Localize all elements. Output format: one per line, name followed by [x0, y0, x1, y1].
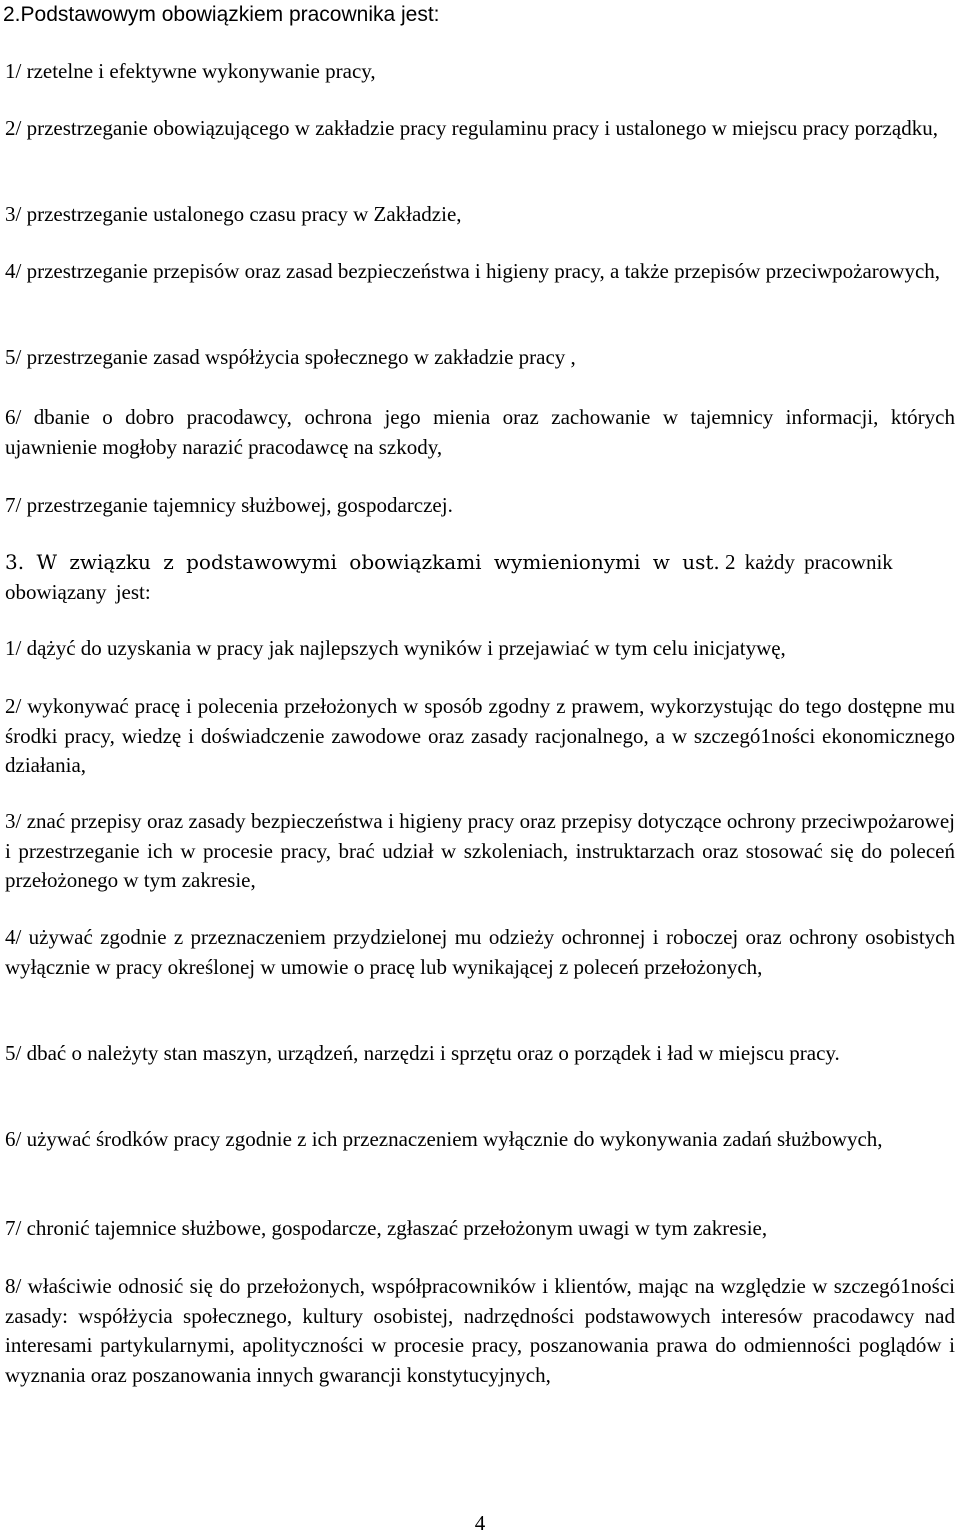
page-number: 4: [474, 1511, 486, 1535]
section-3-item-7: 7/ chronić tajemnice służbowe, gospodarcze, zgłaszać przełożonym uwagi w tym zakresie,: [5, 1216, 768, 1240]
section-2-item-7: 7/ przestrzeganie tajemnicy służbowej, gospodarczej.: [5, 493, 453, 517]
section-3-intro-part-1: 3. W związku z podstawowymi obowiązkami wymienionymi w ust.: [5, 550, 720, 574]
section-3-intro: [5, 548, 955, 607]
section-3-item-5: 5/ dbać o należyty stan maszyn, urządzeń, narzędzi i sprzętu oraz o porządek i ład w miejscu pracy.: [5, 1041, 840, 1065]
section-3-item-4: 4/ używać zgodnie z przeznaczeniem przydzielonej mu odzieży ochronnej i roboczej oraz ochrony osobistych wyłącznie w pracy określonej w umowie o pracę lub wynikającej z poleceń przełożonych,: [5, 925, 955, 979]
section-2-heading: 2.Podstawowym obowiązkiem pracownika jest:: [3, 3, 440, 26]
section-3-intro-part-2: 2 każdy pracownik obowiązany jest:: [5, 550, 893, 604]
section-2-item-1: 1/ rzetelne i efektywne wykonywanie pracy,: [5, 59, 376, 83]
section-2-item-3: 3/ przestrzeganie ustalonego czasu pracy w Zakładzie,: [5, 202, 462, 226]
section-3-item-8: 8/ właściwie odnosić się do przełożonych, współpracowników i klientów, mając na względzie w szczegó1ności zasady: współżycia społecznego, kultury osobistej, nadrzędności podstawowych interesów pracodawcy nad interesami partykularnymi, apolityczności w procesie pracy, poszanowania prawa do odmienności poglądów i wyznania oraz poszanowania innych gwarancji konstytucyjnych,: [5, 1274, 955, 1387]
section-2-item-4: 4/ przestrzeganie przepisów oraz zasad bezpieczeństwa i higieny pracy, a także przepisów przeciwpożarowych,: [5, 259, 941, 283]
section-3-item-6: 6/ używać środków pracy zgodnie z ich przeznaczeniem wyłącznie do wykonywania zadań służbowych,: [5, 1127, 883, 1151]
section-3-item-3: 3/ znać przepisy oraz zasady bezpieczeństwa i higieny pracy oraz przepisy dotyczące ochrony przeciwpożarowej i przestrzeganie ich w procesie pracy, brać udział w szkoleniach, instruktarzach oraz stosować się do poleceń przełożonego w tym zakresie,: [5, 809, 955, 892]
section-3-item-1: 1/ dążyć do uzyskania w pracy jak najlepszych wyników i przejawiać w tym celu inicjatywę,: [5, 636, 786, 660]
section-2-item-6: 6/ dbanie o dobro pracodawcy, ochrona jego mienia oraz zachowanie w tajemnicy informacji, których ujawnienie mogłoby narazić pracodawcę na szkody,: [5, 405, 955, 459]
section-3-item-2: 2/ wykonywać pracę i polecenia przełożonych w sposób zgodny z prawem, wykorzystując do tego dostępne mu środki pracy, wiedzę i doświadczenie zawodowe oraz zasady racjonalnego, a w szczegó1ności ekonomicznego działania,: [5, 694, 955, 777]
section-2-item-2: 2/ przestrzeganie obowiązującego w zakładzie pracy regulaminu pracy i ustalonego w miejscu pracy porządku,: [5, 116, 938, 140]
section-2-item-5: 5/ przestrzeganie zasad współżycia społecznego w zakładzie pracy ,: [5, 345, 576, 369]
